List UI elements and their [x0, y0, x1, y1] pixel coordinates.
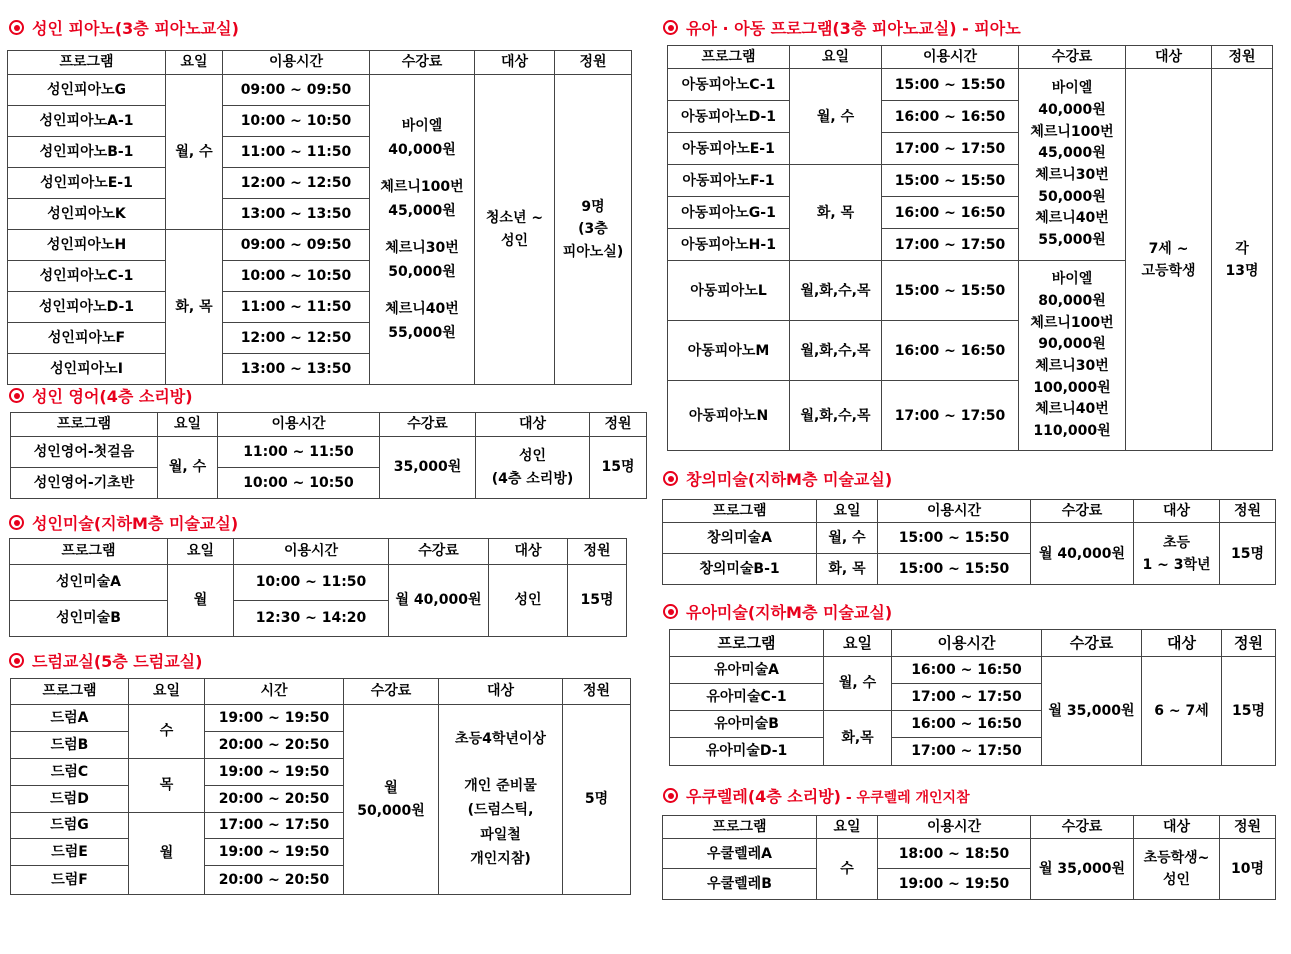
table-row [663, 523, 1276, 554]
day-cell: 월 [168, 565, 234, 637]
program-name: 드럼B [11, 732, 129, 759]
program-name: 아동피아노M [668, 321, 790, 381]
table-header-row [668, 46, 1273, 69]
program-name: 아동피아노E-1 [668, 133, 790, 165]
col-header: 요일 [790, 46, 882, 69]
time-cell: 15:00 ~ 15:50 [882, 165, 1019, 197]
day-cell: 화, 목 [166, 230, 223, 385]
fee-cell: 바이엘 40,000원 체르니100번 45,000원 체르니30번 50,000원 체르니40번 55,000원 [1019, 69, 1126, 261]
program-name: 유아미술D-1 [670, 738, 824, 766]
col-header: 이용시간 [234, 539, 389, 565]
day-cell: 월, 수 [790, 69, 882, 165]
col-header: 정원 [568, 539, 627, 565]
col-header: 프로그램 [8, 51, 166, 75]
creative-art-section [661, 467, 1276, 585]
day-cell: 월 [129, 813, 205, 895]
time-cell: 10:00 ~ 10:50 [218, 468, 380, 499]
day-cell: 월, 수 [166, 75, 223, 230]
target-cell: 초등학생~ 성인 [1134, 839, 1220, 900]
col-header: 정원 [555, 51, 632, 75]
time-cell: 15:00 ~ 15:50 [882, 69, 1019, 101]
col-header: 프로그램 [10, 539, 168, 565]
program-name: 성인피아노I [8, 354, 166, 385]
capacity-cell: 각 13명 [1212, 69, 1273, 451]
day-cell: 수 [817, 839, 878, 900]
kids-art-title: 유아미술(지하M층 미술교실) [661, 600, 1276, 626]
ukulele-section [661, 784, 1276, 900]
col-header: 수강료 [389, 539, 489, 565]
target-cell: 6 ~ 7세 [1142, 657, 1222, 766]
col-header: 이용시간 [878, 500, 1031, 523]
program-name: 아동피아노C-1 [668, 69, 790, 101]
bullet-circle-icon [663, 788, 678, 803]
time-cell: 11:00 ~ 11:50 [223, 292, 370, 323]
adult-english-title: 성인 영어(4층 소리방) [7, 384, 647, 410]
bullet-circle-icon [9, 653, 24, 668]
program-name: 성인피아노G [8, 75, 166, 106]
program-name: 유아미술B [670, 711, 824, 738]
kids-art-table [669, 629, 1276, 766]
time-cell: 19:00 ~ 19:50 [878, 869, 1031, 900]
capacity-cell: 15명 [1220, 523, 1276, 585]
capacity-cell: 5명 [563, 705, 631, 895]
col-header: 이용시간 [892, 630, 1042, 657]
time-cell: 11:00 ~ 11:50 [218, 437, 380, 468]
time-cell: 19:00 ~ 19:50 [205, 839, 344, 866]
time-cell: 16:00 ~ 16:50 [882, 197, 1019, 229]
table-row [10, 565, 627, 601]
program-name: 성인미술B [10, 601, 168, 637]
day-cell: 월,화,수,목 [790, 321, 882, 381]
col-header: 대상 [475, 51, 555, 75]
program-name: 성인피아노K [8, 199, 166, 230]
time-cell: 17:00 ~ 17:50 [205, 813, 344, 839]
bullet-circle-icon [9, 515, 24, 530]
col-header: 정원 [1222, 630, 1276, 657]
fee-cell: 월 50,000원 [344, 705, 439, 895]
day-cell: 월, 수 [824, 657, 892, 711]
capacity-cell: 15명 [590, 437, 647, 499]
adult-english-section [7, 384, 647, 499]
col-header: 대상 [1134, 816, 1220, 839]
program-name: 아동피아노H-1 [668, 229, 790, 261]
fee-cell: 35,000원 [380, 437, 476, 499]
table-row [11, 705, 631, 732]
program-name: 창의미술B-1 [663, 554, 817, 585]
day-cell: 화, 목 [817, 554, 878, 585]
time-cell: 15:00 ~ 15:50 [882, 261, 1019, 321]
fee-cell: 바이엘 80,000원 체르니100번 90,000원 체르니30번 100,000원 체르니40번 110,000원 [1019, 261, 1126, 451]
target-cell: 청소년 ~ 성인 [475, 75, 555, 385]
col-header: 수강료 [1019, 46, 1126, 69]
day-cell: 수 [129, 705, 205, 759]
col-header: 요일 [824, 630, 892, 657]
col-header: 대상 [1126, 46, 1212, 69]
capacity-cell: 10명 [1220, 839, 1276, 900]
time-cell: 15:00 ~ 15:50 [878, 523, 1031, 554]
fee-cell: 월 40,000원 [389, 565, 489, 637]
col-header: 요일 [166, 51, 223, 75]
col-header: 요일 [158, 413, 218, 437]
kids-art-section [661, 600, 1276, 766]
time-cell: 16:00 ~ 16:50 [892, 657, 1042, 684]
table-row [670, 657, 1276, 684]
program-name: 드럼F [11, 866, 129, 895]
time-cell: 19:00 ~ 19:50 [205, 759, 344, 786]
table-row [11, 437, 647, 468]
program-name: 드럼E [11, 839, 129, 866]
col-header: 요일 [817, 816, 878, 839]
bullet-circle-icon [9, 388, 24, 403]
program-name: 아동피아노L [668, 261, 790, 321]
day-cell: 월, 수 [158, 437, 218, 499]
time-cell: 20:00 ~ 20:50 [205, 732, 344, 759]
fee-cell: 바이엘 40,000원 체르니100번 45,000원 체르니30번 50,000원 체르니40번 55,000원 [370, 75, 475, 385]
program-name: 아동피아노F-1 [668, 165, 790, 197]
col-header: 정원 [1220, 500, 1276, 523]
time-cell: 13:00 ~ 13:50 [223, 354, 370, 385]
capacity-cell: 9명 (3층 피아노실) [555, 75, 632, 385]
time-cell: 17:00 ~ 17:50 [892, 738, 1042, 766]
fee-cell: 월 35,000원 [1031, 839, 1134, 900]
col-header: 수강료 [344, 679, 439, 705]
time-cell: 16:00 ~ 16:50 [892, 711, 1042, 738]
program-name: 드럼D [11, 786, 129, 813]
program-name: 아동피아노G-1 [668, 197, 790, 229]
program-name: 우쿨렐레B [663, 869, 817, 900]
day-cell: 월,화,수,목 [790, 381, 882, 451]
adult-art-section [7, 511, 627, 637]
target-cell: 성인 (4층 소리방) [476, 437, 590, 499]
target-cell: 성인 [489, 565, 568, 637]
col-header: 정원 [590, 413, 647, 437]
col-header: 요일 [817, 500, 878, 523]
ukulele-title: 우쿠렐레(4층 소리방) - 우쿠렐레 개인지참 [661, 784, 1276, 810]
target-cell: 7세 ~ 고등학생 [1126, 69, 1212, 451]
adult-piano-title: 성인 피아노(3층 피아노교실) [7, 16, 632, 42]
time-cell: 12:00 ~ 12:50 [223, 323, 370, 354]
col-header: 요일 [129, 679, 205, 705]
program-name: 드럼A [11, 705, 129, 732]
col-header: 정원 [563, 679, 631, 705]
col-header: 대상 [1142, 630, 1222, 657]
col-header: 정원 [1212, 46, 1273, 69]
day-cell: 월, 수 [817, 523, 878, 554]
time-cell: 19:00 ~ 19:50 [205, 705, 344, 732]
time-cell: 12:30 ~ 14:20 [234, 601, 389, 637]
day-cell: 월,화,수,목 [790, 261, 882, 321]
col-header: 수강료 [380, 413, 476, 437]
col-header: 이용시간 [882, 46, 1019, 69]
col-header: 수강료 [1031, 500, 1134, 523]
creative-art-title: 창의미술(지하M층 미술교실) [661, 467, 1276, 493]
time-cell: 10:00 ~ 10:50 [223, 106, 370, 137]
table-header-row [663, 816, 1276, 839]
table-header-row [11, 413, 647, 437]
time-cell: 16:00 ~ 16:50 [882, 101, 1019, 133]
col-header: 수강료 [370, 51, 475, 75]
bullet-circle-icon [663, 604, 678, 619]
col-header: 대상 [476, 413, 590, 437]
col-header: 대상 [439, 679, 563, 705]
kids-piano-table [667, 45, 1273, 451]
ukulele-table [662, 815, 1276, 900]
program-name: 성인피아노H [8, 230, 166, 261]
col-header: 수강료 [1042, 630, 1142, 657]
col-header: 프로그램 [663, 816, 817, 839]
capacity-cell: 15명 [1222, 657, 1276, 766]
program-name: 성인피아노A-1 [8, 106, 166, 137]
table-row [8, 75, 632, 106]
table-header-row [8, 51, 632, 75]
drum-section [7, 649, 631, 895]
time-cell: 17:00 ~ 17:50 [892, 684, 1042, 711]
table-header-row [10, 539, 627, 565]
program-name: 아동피아노N [668, 381, 790, 451]
col-header: 프로그램 [670, 630, 824, 657]
time-cell: 12:00 ~ 12:50 [223, 168, 370, 199]
time-cell: 17:00 ~ 17:50 [882, 229, 1019, 261]
day-cell: 목 [129, 759, 205, 813]
day-cell: 화, 목 [790, 165, 882, 261]
time-cell: 15:00 ~ 15:50 [878, 554, 1031, 585]
kids-piano-section [661, 16, 1273, 451]
program-name: 성인피아노D-1 [8, 292, 166, 323]
table-row [663, 839, 1276, 869]
time-cell: 10:00 ~ 10:50 [223, 261, 370, 292]
table-row [668, 69, 1273, 101]
fee-cell: 월 40,000원 [1031, 523, 1134, 585]
col-header: 프로그램 [663, 500, 817, 523]
time-cell: 20:00 ~ 20:50 [205, 786, 344, 813]
drum-title: 드럼교실(5층 드럼교실) [7, 649, 631, 675]
bullet-circle-icon [9, 20, 24, 35]
time-cell: 18:00 ~ 18:50 [878, 839, 1031, 869]
program-name: 성인영어-첫걸음 [11, 437, 158, 468]
program-name: 성인영어-기초반 [11, 468, 158, 499]
program-name: 우쿨렐레A [663, 839, 817, 869]
adult-art-table [9, 538, 627, 637]
time-cell: 16:00 ~ 16:50 [882, 321, 1019, 381]
time-cell: 11:00 ~ 11:50 [223, 137, 370, 168]
col-header: 프로그램 [11, 679, 129, 705]
creative-art-table [662, 499, 1276, 585]
col-header: 대상 [1134, 500, 1220, 523]
time-cell: 20:00 ~ 20:50 [205, 866, 344, 895]
table-header-row [663, 500, 1276, 523]
target-cell: 초등4학년이상 개인 준비물 (드럼스틱, 파일철 개인지참) [439, 705, 563, 895]
col-header: 요일 [168, 539, 234, 565]
program-name: 유아미술C-1 [670, 684, 824, 711]
drum-table [10, 678, 631, 895]
program-name: 성인피아노B-1 [8, 137, 166, 168]
program-name: 창의미술A [663, 523, 817, 554]
program-name: 성인피아노C-1 [8, 261, 166, 292]
kids-piano-title: 유아 · 아동 프로그램(3층 피아노교실) - 피아노 [661, 16, 1273, 42]
col-header: 이용시간 [218, 413, 380, 437]
time-cell: 17:00 ~ 17:50 [882, 133, 1019, 165]
time-cell: 09:00 ~ 09:50 [223, 230, 370, 261]
program-name: 아동피아노D-1 [668, 101, 790, 133]
program-name: 성인미술A [10, 565, 168, 601]
adult-english-table [10, 412, 647, 499]
program-name: 드럼G [11, 813, 129, 839]
program-name: 성인피아노E-1 [8, 168, 166, 199]
time-cell: 17:00 ~ 17:50 [882, 381, 1019, 451]
target-cell: 초등 1 ~ 3학년 [1134, 523, 1220, 585]
ukulele-subtitle: - 우쿠렐레 개인지참 [840, 790, 970, 806]
col-header: 이용시간 [223, 51, 370, 75]
time-cell: 10:00 ~ 11:50 [234, 565, 389, 601]
adult-art-title: 성인미술(지하M층 미술교실) [7, 511, 627, 537]
time-cell: 09:00 ~ 09:50 [223, 75, 370, 106]
program-name: 드럼C [11, 759, 129, 786]
fee-cell: 월 35,000원 [1042, 657, 1142, 766]
table-header-row [11, 679, 631, 705]
bullet-circle-icon [663, 20, 678, 35]
capacity-cell: 15명 [568, 565, 627, 637]
col-header: 수강료 [1031, 816, 1134, 839]
adult-piano-table [7, 50, 632, 385]
program-name: 유아미술A [670, 657, 824, 684]
program-name: 성인피아노F [8, 323, 166, 354]
col-header: 프로그램 [11, 413, 158, 437]
col-header: 대상 [489, 539, 568, 565]
col-header: 프로그램 [668, 46, 790, 69]
table-header-row [670, 630, 1276, 657]
bullet-circle-icon [663, 471, 678, 486]
col-header: 이용시간 [878, 816, 1031, 839]
col-header: 정원 [1220, 816, 1276, 839]
day-cell: 화,목 [824, 711, 892, 766]
col-header: 시간 [205, 679, 344, 705]
time-cell: 13:00 ~ 13:50 [223, 199, 370, 230]
adult-piano-section [7, 16, 632, 385]
